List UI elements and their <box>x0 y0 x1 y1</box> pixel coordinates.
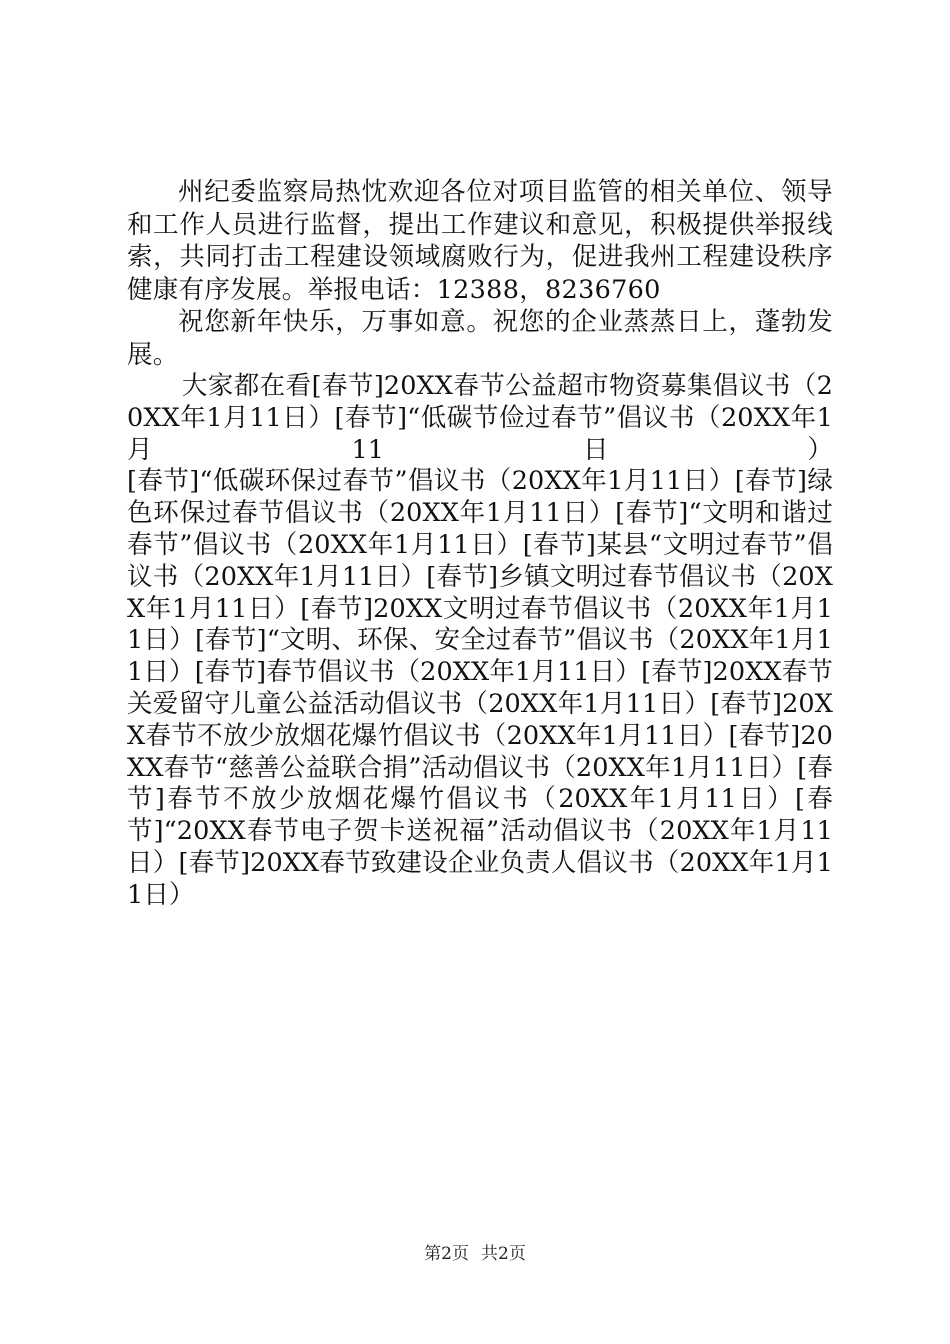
page-footer <box>0 1243 950 1265</box>
related-link[interactable]: [春节]20XX春节“慈善公益联合捐”活动倡议书（20XX年1月11日） <box>127 720 833 783</box>
related-link[interactable]: [春节]20XX春节关爱留守儿童公益活动倡议书（20XX年1月11日） <box>127 657 833 719</box>
related-link[interactable]: [春节]“低碳环保过春节”倡议书（20XX年1月11日） <box>127 466 735 497</box>
related-link[interactable]: [春节]20XX文明过春节倡议书（20XX年1月11日） <box>127 593 833 656</box>
supervision-paragraph: 州纪委监察局热忱欢迎各位对项目监管的相关单位、领导和工作人员进行监督，提出工作建议和意见，积极提供举报线索，共同打击工程建设领域腐败行为，促进我州工程建设秩序健康有序发展。举报电话：12388，8236760 <box>127 177 833 305</box>
related-link[interactable]: [春节]春节不放少放烟花爆竹倡议书（20XX年1月11日） <box>127 752 833 815</box>
related-link[interactable]: [春节]春节倡议书（20XX年1月11日） <box>194 657 642 688</box>
document-body <box>127 176 833 912</box>
greeting-paragraph: 祝您新年快乐，万事如意。祝您的企业蒸蒸日上，蓬勃发展。 <box>127 307 833 370</box>
related-heading: 大家都在看 <box>181 371 312 401</box>
related-link[interactable]: [春节]“文明和谐过春节”倡议书（20XX年1月11日） <box>127 498 833 560</box>
page-total: 共2页 <box>481 1244 526 1264</box>
related-link[interactable]: [春节]20XX春节公益超市物资募集倡议书（20XX年1月11日） <box>127 371 833 433</box>
related-link[interactable]: [春节]20XX春节致建设企业负责人倡议书（20XX年1月11日） <box>127 847 834 910</box>
related-link[interactable]: [春节]“20XX春节电子贺卡送祝福”活动倡议书（20XX年1月11日） <box>127 784 834 878</box>
related-link[interactable]: [春节]某县“文明过春节”倡议书（20XX年1月11日） <box>127 529 833 592</box>
related-link[interactable]: [春节]绿色环保过春节倡议书（20XX年1月11日） <box>127 466 833 529</box>
related-articles <box>127 371 833 912</box>
related-link[interactable]: [春节]20XX春节不放少放烟花爆竹倡议书（20XX年1月11日） <box>127 688 833 751</box>
related-link[interactable]: [春节]“文明、环保、安全过春节”倡议书（20XX年1月11日） <box>127 625 834 688</box>
page-number: 第2页 <box>424 1244 469 1264</box>
related-link[interactable]: [春节]乡镇文明过春节倡议书（20XX年1月11日） <box>127 561 833 624</box>
related-link[interactable]: [春节]“低碳节俭过春节”倡议书（20XX年1月11日） <box>127 402 833 465</box>
